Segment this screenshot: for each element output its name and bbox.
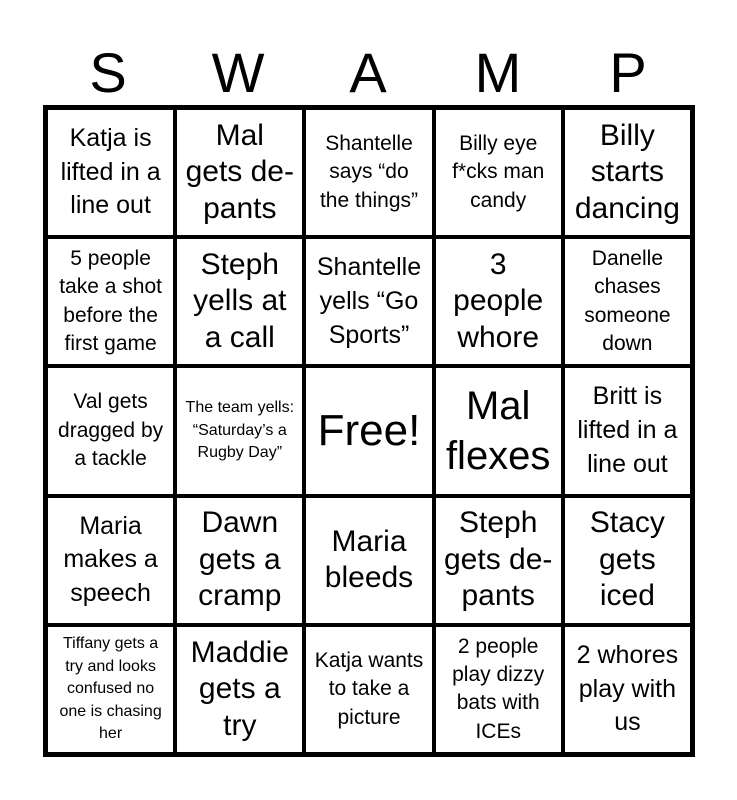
cell-text: Billy eye f*cks man candy [452,132,545,212]
bingo-cell[interactable] [434,496,563,625]
bingo-cell[interactable] [563,237,692,366]
cell-text: Shantelle yells “Go Sports” [316,253,422,349]
bingo-cell[interactable] [563,496,692,625]
bingo-cell[interactable] [46,496,175,625]
cell-text: Billy starts dancing [574,118,680,225]
cell-text: Shantelle says “do the things” [319,132,419,212]
cell-text: 3 people whore [453,247,544,355]
bingo-cell[interactable] [46,625,175,754]
cell-text: The team yells: “Saturday’s a Rugby Day” [185,399,295,462]
bingo-header [43,40,693,106]
bingo-cell[interactable] [434,237,563,366]
cell-text: Katja is lifted in a line out [60,123,161,220]
bingo-cell[interactable] [175,237,304,366]
cell-text: Britt is lifted in a line out [577,382,678,478]
bingo-cell[interactable] [434,625,563,754]
cell-text: Maria bleeds [324,524,414,595]
cell-text: Dawn gets a cramp [198,506,282,613]
header-letter-p: P [609,41,647,104]
cell-text: Danelle chases someone down [584,247,671,356]
header-letter-m: M [474,41,522,104]
bingo-cell[interactable] [175,366,304,495]
bingo-cell[interactable] [175,108,304,237]
bingo-cell[interactable] [304,237,433,366]
bingo-cell[interactable] [434,108,563,237]
cell-text: Stacy gets iced [589,506,665,613]
cell-text: Katja wants to take a picture [314,648,424,729]
bingo-cell[interactable] [46,237,175,366]
cell-text: Steph gets de-pants [443,506,553,613]
free-space-cell[interactable] [304,366,433,495]
bingo-cell[interactable] [563,366,692,495]
bingo-board [43,105,695,757]
bingo-cell[interactable] [304,108,433,237]
bingo-cell[interactable] [46,108,175,237]
bingo-cell[interactable] [175,625,304,754]
cell-text: Maria makes a speech [63,511,158,608]
cell-text: Tiffany gets a try and looks confused no one is chasing her [59,635,162,742]
cell-text: Mal gets de-pants [185,118,294,225]
cell-text: 2 whores play with us [576,640,679,737]
cell-text: 2 people play dizzy bats with ICEs [452,634,545,743]
bingo-cell[interactable] [563,108,692,237]
cell-text: Val gets dragged by a tackle [58,390,164,471]
bingo-cell[interactable] [304,625,433,754]
bingo-cell[interactable] [304,496,433,625]
cell-text: Maddie gets a try [190,635,289,742]
bingo-cell[interactable] [46,366,175,495]
header-letter-w: W [211,41,265,104]
header-letter-s: S [89,41,127,104]
cell-text: Mal flexes [445,383,551,478]
bingo-cell[interactable] [434,366,563,495]
header-letter-a: A [349,41,387,104]
cell-text: Steph yells at a call [193,247,287,355]
cell-text: Free! [317,405,421,455]
cell-text: 5 people take a shot before the first game [59,247,162,356]
bingo-cell[interactable] [175,496,304,625]
bingo-cell[interactable] [563,625,692,754]
